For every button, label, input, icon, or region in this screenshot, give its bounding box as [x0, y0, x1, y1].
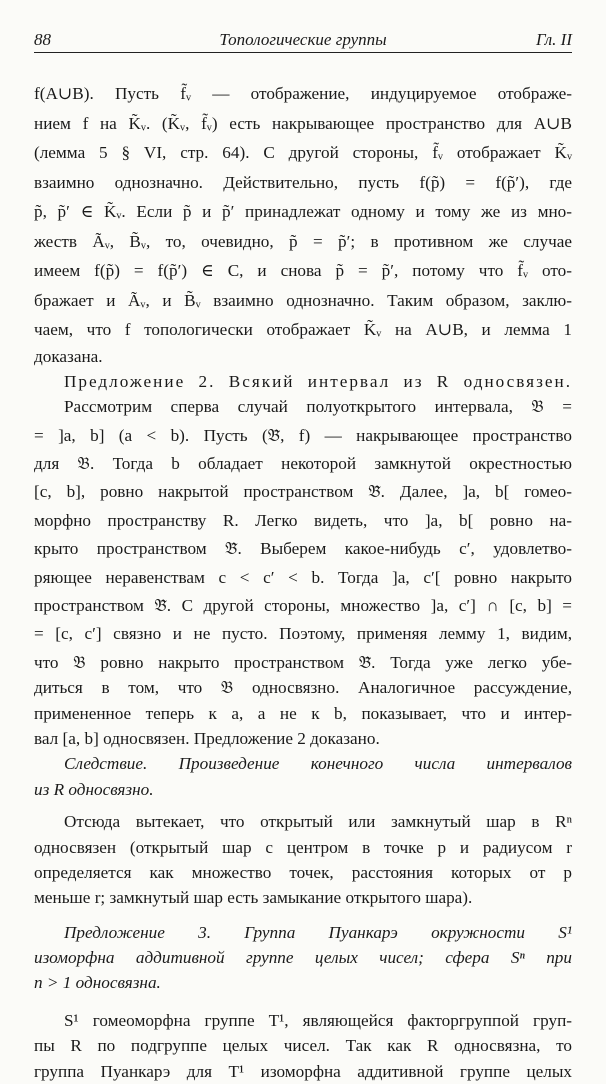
text-line: примененное теперь к a, а не к b, показывает, что и интер-	[34, 703, 572, 723]
text-line: вал [a, b] односвязен. Предложение 2 доказано.	[34, 728, 380, 748]
text-line: = ]a, b] (a < b). Пусть (𝔅̃, f) — накрывающее пространство	[34, 425, 572, 445]
running-header	[34, 28, 572, 53]
text-line: = [c, c′] связно и не пусто. Поэтому, применяя лемму 1, видим,	[34, 624, 572, 644]
text-line: пы R по подгруппе целых чисел. Так как R односвязна, то	[34, 1036, 572, 1056]
text-line: крыто пространством 𝔅̃. Выберем какое-нибудь c′, удовлетво-	[34, 539, 572, 559]
text-line: имеем f(p̃) = f(p̃′) ∈ C, и снова p̃ = p̃′, потому что f̃ᵥ ото-	[34, 261, 572, 280]
text-line: [c, b], ровно накрытой пространством 𝔅̃. Далее, ]a, b[ гомео-	[34, 482, 572, 502]
proposition-heading: Предложение 3. Группа Пуанкарэ окружности S¹	[64, 922, 572, 942]
proposition-heading: Предложение 2. Всякий интервал из R односвязен.	[64, 371, 572, 391]
text-line: пространством 𝔅̃. С другой стороны, множество ]a, c′] ∩ [c, b] =	[34, 596, 572, 616]
text-line: определяется как множество точек, расстояния которых от p	[34, 862, 572, 882]
page-number: 88	[34, 30, 51, 49]
text-line: доказана.	[34, 346, 103, 366]
text-line: группа Пуанкарэ для T¹ изоморфна аддитивной группе целых	[34, 1061, 572, 1081]
chapter-label: Гл. II	[535, 30, 572, 49]
text-line: нием f на K̃ᵥ. (K̃ᵥ, f̃ᵥ) есть накрывающее пространство для A∪B	[34, 113, 572, 133]
text-line: Рассмотрим сперва случай полуоткрытого интервала, 𝔅 =	[64, 397, 572, 417]
body-text	[34, 78, 572, 1084]
text-line: S¹ гомеоморфна группе T¹, являющейся факторгруппой груп-	[64, 1010, 572, 1030]
text-line: взаимно однозначно. Действительно, пусть f(p̃) = f(p̃′), где	[34, 172, 572, 192]
text-line: односвязен (открытый шар с центром в точке p и радиусом r	[34, 837, 572, 857]
text-line: жеств Ãᵥ, B̃ᵥ, то, очевидно, p̃ = p̃′; в противном же случае	[34, 231, 572, 251]
text-line: Отсюда вытекает, что открытый или замкнутый шар в Rⁿ	[64, 812, 572, 832]
corollary-heading: Следствие. Произведение конечного числа интервалов	[64, 754, 572, 774]
text-line: из R односвязно.	[34, 779, 154, 799]
text-line: изоморфна аддитивной группе целых чисел; сфера Sⁿ при	[34, 948, 572, 968]
text-line: ряющее неравенствам c < c′ < b. Тогда ]a, c′[ ровно накрыто	[34, 567, 572, 587]
text-line: (лемма 5 § VI, стр. 64). С другой стороны, f̃ᵥ отображает K̃ᵥ	[34, 143, 572, 162]
text-line: морфно пространству R. Легко видеть, что ]a, b[ ровно на-	[34, 510, 572, 530]
running-title: Топологические группы	[219, 30, 387, 49]
text-line: f(A∪B). Пусть f̃ᵥ — отображение, индуцируемое отображе-	[34, 84, 572, 103]
text-line: меньше r; замкнутый шар есть замыкание открытого шара).	[34, 888, 473, 908]
text-line: чаем, что f топологически отображает K̃ᵥ на A∪B, и лемма 1	[34, 320, 572, 339]
text-line: бражает и Ãᵥ, и B̃ᵥ взаимно однозначно. Таким образом, заклю-	[34, 290, 572, 310]
text-line: диться в том, что 𝔅 односвязно. Аналогичное рассуждение,	[34, 678, 572, 698]
text-line: p̃, p̃′ ∈ K̃ᵥ. Если p̃ и p̃′ принадлежат одному и тому же из мно-	[34, 202, 572, 221]
text-line: что 𝔅 ровно накрыто пространством 𝔅̃. Тогда уже легко убе-	[34, 652, 572, 672]
text-line: для 𝔅. Тогда b обладает некоторой замкнутой окрестностью	[34, 454, 572, 474]
text-line: n > 1 односвязна.	[34, 973, 161, 993]
